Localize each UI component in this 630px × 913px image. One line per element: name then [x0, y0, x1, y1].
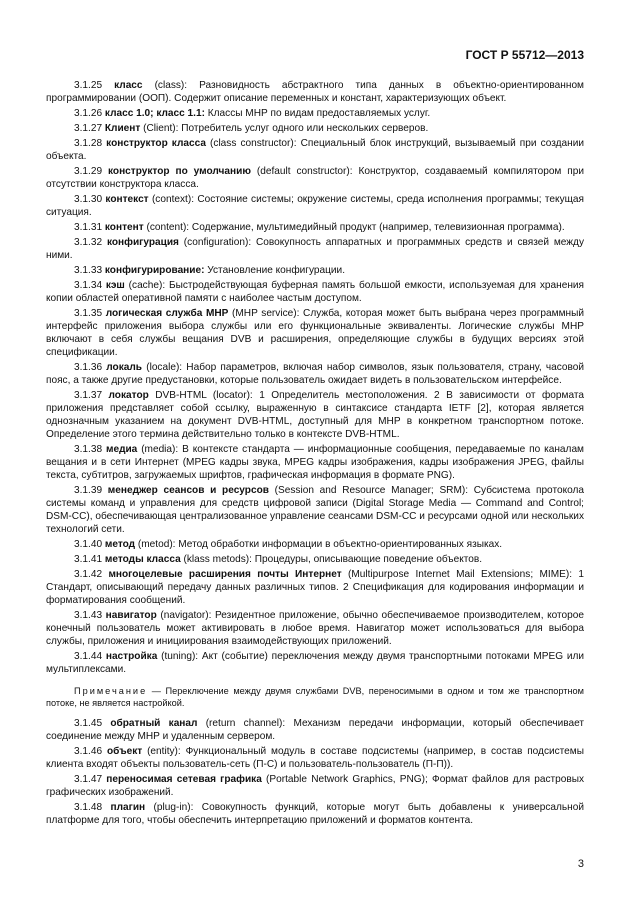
definition-entry: [46, 221, 584, 234]
entry-definition: (configuration): Совокупность аппаратных и программных средств и связей между ними.: [46, 237, 584, 261]
entry-term: класс: [114, 80, 143, 91]
note-label: Примечание: [74, 686, 148, 696]
entry-definition: (class constructor): Специальный блок инструкций, вызываемый при создании объекта.: [46, 138, 584, 162]
entry-number: 3.1.44: [74, 651, 103, 662]
entry-definition: (Session and Resource Manager; SRM): Субсистема протокола системы команд и управления для средств цифровой записи (Digital Storage Media — Command and Control; DSM-CC), обеспечивающая централизованное управление сеансами DSM-CC и ресурсами одной или нескольких технологий сети.: [46, 485, 585, 535]
definitions-list-continued: [46, 717, 584, 827]
definition-entry: [46, 553, 584, 566]
entry-definition: (plug-in): Совокупность функций, которые могут быть добавлены к универсальной платформе для того, чтобы обеспечить интерпретацию приложений и форматов контента.: [46, 802, 584, 826]
entry-term: Клиент: [104, 123, 141, 134]
entry-definition: (content): Содержание, мультимедийный продукт (например, телевизионная программа).: [143, 222, 565, 233]
definition-entry: [46, 538, 584, 551]
definition-entry: [46, 165, 584, 191]
entry-term: кэш: [105, 280, 125, 291]
definition-entry: [46, 650, 584, 676]
entry-term: конфигурирование:: [104, 265, 205, 276]
definition-entry: [46, 568, 584, 607]
entry-term: навигатор: [105, 610, 157, 621]
entry-definition: (locale): Набор параметров, включая набор символов, язык пользователя, страну, часовой пояс, а также другие предустановки, которые пользователь ожидает видеть в пользовательском интерфейсе.: [46, 362, 584, 386]
entry-term: локатор: [108, 390, 149, 401]
entry-number: 3.1.43: [74, 610, 103, 621]
entry-number: 3.1.25: [74, 80, 103, 91]
entry-definition: (Portable Network Graphics, PNG); Формат файлов для растровых графических изображений.: [46, 774, 585, 798]
definition-entry: [46, 279, 584, 305]
entry-term: плагин: [110, 802, 146, 813]
entry-term: метод: [104, 539, 136, 550]
entry-number: 3.1.36: [74, 362, 103, 373]
entry-definition: (class): Разновидность абстрактного типа данных в объектно-ориентированном программировании (ООП). Содержит описание переменных и констант, характеризующих объект.: [46, 80, 584, 104]
entry-term: объект: [106, 746, 143, 757]
definition-entry: [46, 389, 584, 441]
entry-definition: (default constructor): Конструктор, создаваемый компилятором при отсутствии конструктора класса.: [46, 166, 585, 190]
entry-definition: (MHP service): Служба, которая может быть выбрана через программный интерфейс приложения выбора службы или его функциональные эквиваленты. Логические службы МНР включают в себя службы вещания DVB и расширения, определяющие службы в будущих версиях этой спецификации.: [46, 308, 584, 358]
entry-term: менеджер сеансов и ресурсов: [107, 485, 269, 496]
entry-term: многоцелевые расширения почты Интернет: [108, 569, 342, 580]
entry-number: 3.1.45: [74, 718, 103, 729]
entry-definition: (tuning): Акт (событие) переключения между двумя транспортными потоками MPEG или мультиплексами.: [46, 651, 584, 675]
document-header: ГОСТ Р 55712—2013: [465, 48, 584, 62]
entry-definition: (Client): Потребитель услуг одного или нескольких серверов.: [140, 123, 429, 134]
entry-term: конструктор по умолчанию: [108, 166, 251, 177]
definitions-list: [46, 79, 584, 676]
definition-entry: [46, 264, 584, 277]
entry-number: 3.1.37: [74, 390, 103, 401]
definition-entry: [46, 484, 584, 536]
definition-entry: [46, 443, 584, 482]
entry-definition: (entity): Функциональный модуль в составе подсистемы (например, в состав подсистемы клиента входят объекты пользователь-сеть (П-С) и пользователь-пользователь (П-П)).: [46, 746, 584, 770]
entry-number: 3.1.30: [74, 194, 103, 205]
entry-number: 3.1.26: [74, 108, 103, 119]
definition-entry: [46, 107, 584, 120]
entry-number: 3.1.40: [74, 539, 103, 550]
definition-entry: [46, 717, 584, 743]
entry-term: конфигурация: [106, 237, 179, 248]
entry-number: 3.1.38: [74, 444, 103, 455]
entry-number: 3.1.28: [74, 138, 103, 149]
entry-number: 3.1.47: [74, 774, 103, 785]
entry-definition: (klass metods): Процедуры, описывающие поведение объектов.: [180, 554, 483, 565]
entry-number: 3.1.35: [74, 308, 103, 319]
note-paragraph: [46, 685, 584, 709]
entry-term: контекст: [105, 194, 149, 205]
entry-number: 3.1.34: [74, 280, 103, 291]
entry-term: медиа: [105, 444, 138, 455]
entry-number: 3.1.32: [74, 237, 103, 248]
definition-entry: [46, 801, 584, 827]
entry-definition: (Multipurpose Internet Mail Extensions; MIME): 1 Стандарт, описывающий передачу данных различных типов. 2 Спецификация для кодирования информации и форматирования сообщений.: [46, 569, 584, 606]
entry-number: 3.1.31: [74, 222, 103, 233]
definition-entry: [46, 79, 584, 105]
definition-entry: [46, 236, 584, 262]
definition-entry: [46, 773, 584, 799]
entry-number: 3.1.27: [74, 123, 103, 134]
entry-term: переносимая сетевая графика: [106, 774, 262, 785]
entry-number: 3.1.41: [74, 554, 103, 565]
entry-term: класс 1.0; класс 1.1:: [104, 108, 205, 119]
entry-number: 3.1.33: [74, 265, 103, 276]
definition-entry: [46, 609, 584, 648]
entry-term: локаль: [106, 362, 143, 373]
definition-entry: [46, 745, 584, 771]
entry-definition: Классы МНР по видам предоставляемых услуг.: [204, 108, 431, 119]
definition-entry: [46, 307, 584, 359]
entry-number: 3.1.42: [74, 569, 103, 580]
entry-term: настройка: [105, 651, 158, 662]
entry-definition: Установление конфигурации.: [204, 265, 345, 276]
definitions-body: [46, 79, 584, 829]
definition-entry: [46, 122, 584, 135]
page-number: 3: [577, 858, 584, 870]
entry-term: контент: [104, 222, 144, 233]
note-text: — Переключение между двумя службами DVB, переносимыми в одном и том же транспортном потоке, не является настройкой.: [46, 686, 584, 708]
entry-number: 3.1.29: [74, 166, 103, 177]
entry-term: методы класса: [104, 554, 181, 565]
entry-number: 3.1.39: [74, 485, 103, 496]
entry-definition: (metod): Метод обработки информации в объектно-ориентированных языках.: [135, 539, 503, 550]
entry-definition: (navigator): Резидентное приложение, обычно обеспечиваемое производителем, которое конечный пользователь может активировать в любое время. Навигатор может использоваться для выбора службы, приложения и инициирования взаимодействующих приложений.: [46, 610, 584, 647]
definition-entry: [46, 361, 584, 387]
entry-number: 3.1.46: [74, 746, 103, 757]
entry-number: 3.1.48: [74, 802, 103, 813]
entry-term: логическая служба МНР: [105, 308, 229, 319]
entry-definition: (media): В контексте стандарта — информационные сообщения, передаваемые по каналам вещания и в сети Интернет (MPEG кадры звука, MPEG кадры изображения, кадры изображения JPEG, файлы текста, субтитров, загружаемых шрифтов, графическая информация в формате PNG).: [46, 444, 584, 481]
definition-entry: [46, 193, 584, 219]
entry-definition: (cache): Быстродействующая буферная память большой емкости, используемая для хранения копии областей оперативной памяти с наиболее частым доступом.: [46, 280, 584, 304]
entry-definition: (return channel): Механизм передачи информации, который обеспечивает соединение между МНР и удаленным сервером.: [46, 718, 585, 742]
definition-entry: [46, 137, 584, 163]
entry-definition: DVB-HTML (locator): 1 Определитель местоположения. 2 В зависимости от формата приложения представляет собой ссылку, выраженную в синтаксисе стандарта IETF [2], которая является однозначным указанием на документ DVB-HTML, доступный для МНР в конкретном транспортном потоке. Определение этого термина действительно только в контексте DVB-HTML.: [46, 390, 584, 440]
entry-term: конструктор класса: [106, 138, 206, 149]
entry-definition: (context): Состояние системы; окружение системы, среда исполнения программы; текущая ситуация.: [46, 194, 584, 218]
entry-term: обратный канал: [110, 718, 198, 729]
